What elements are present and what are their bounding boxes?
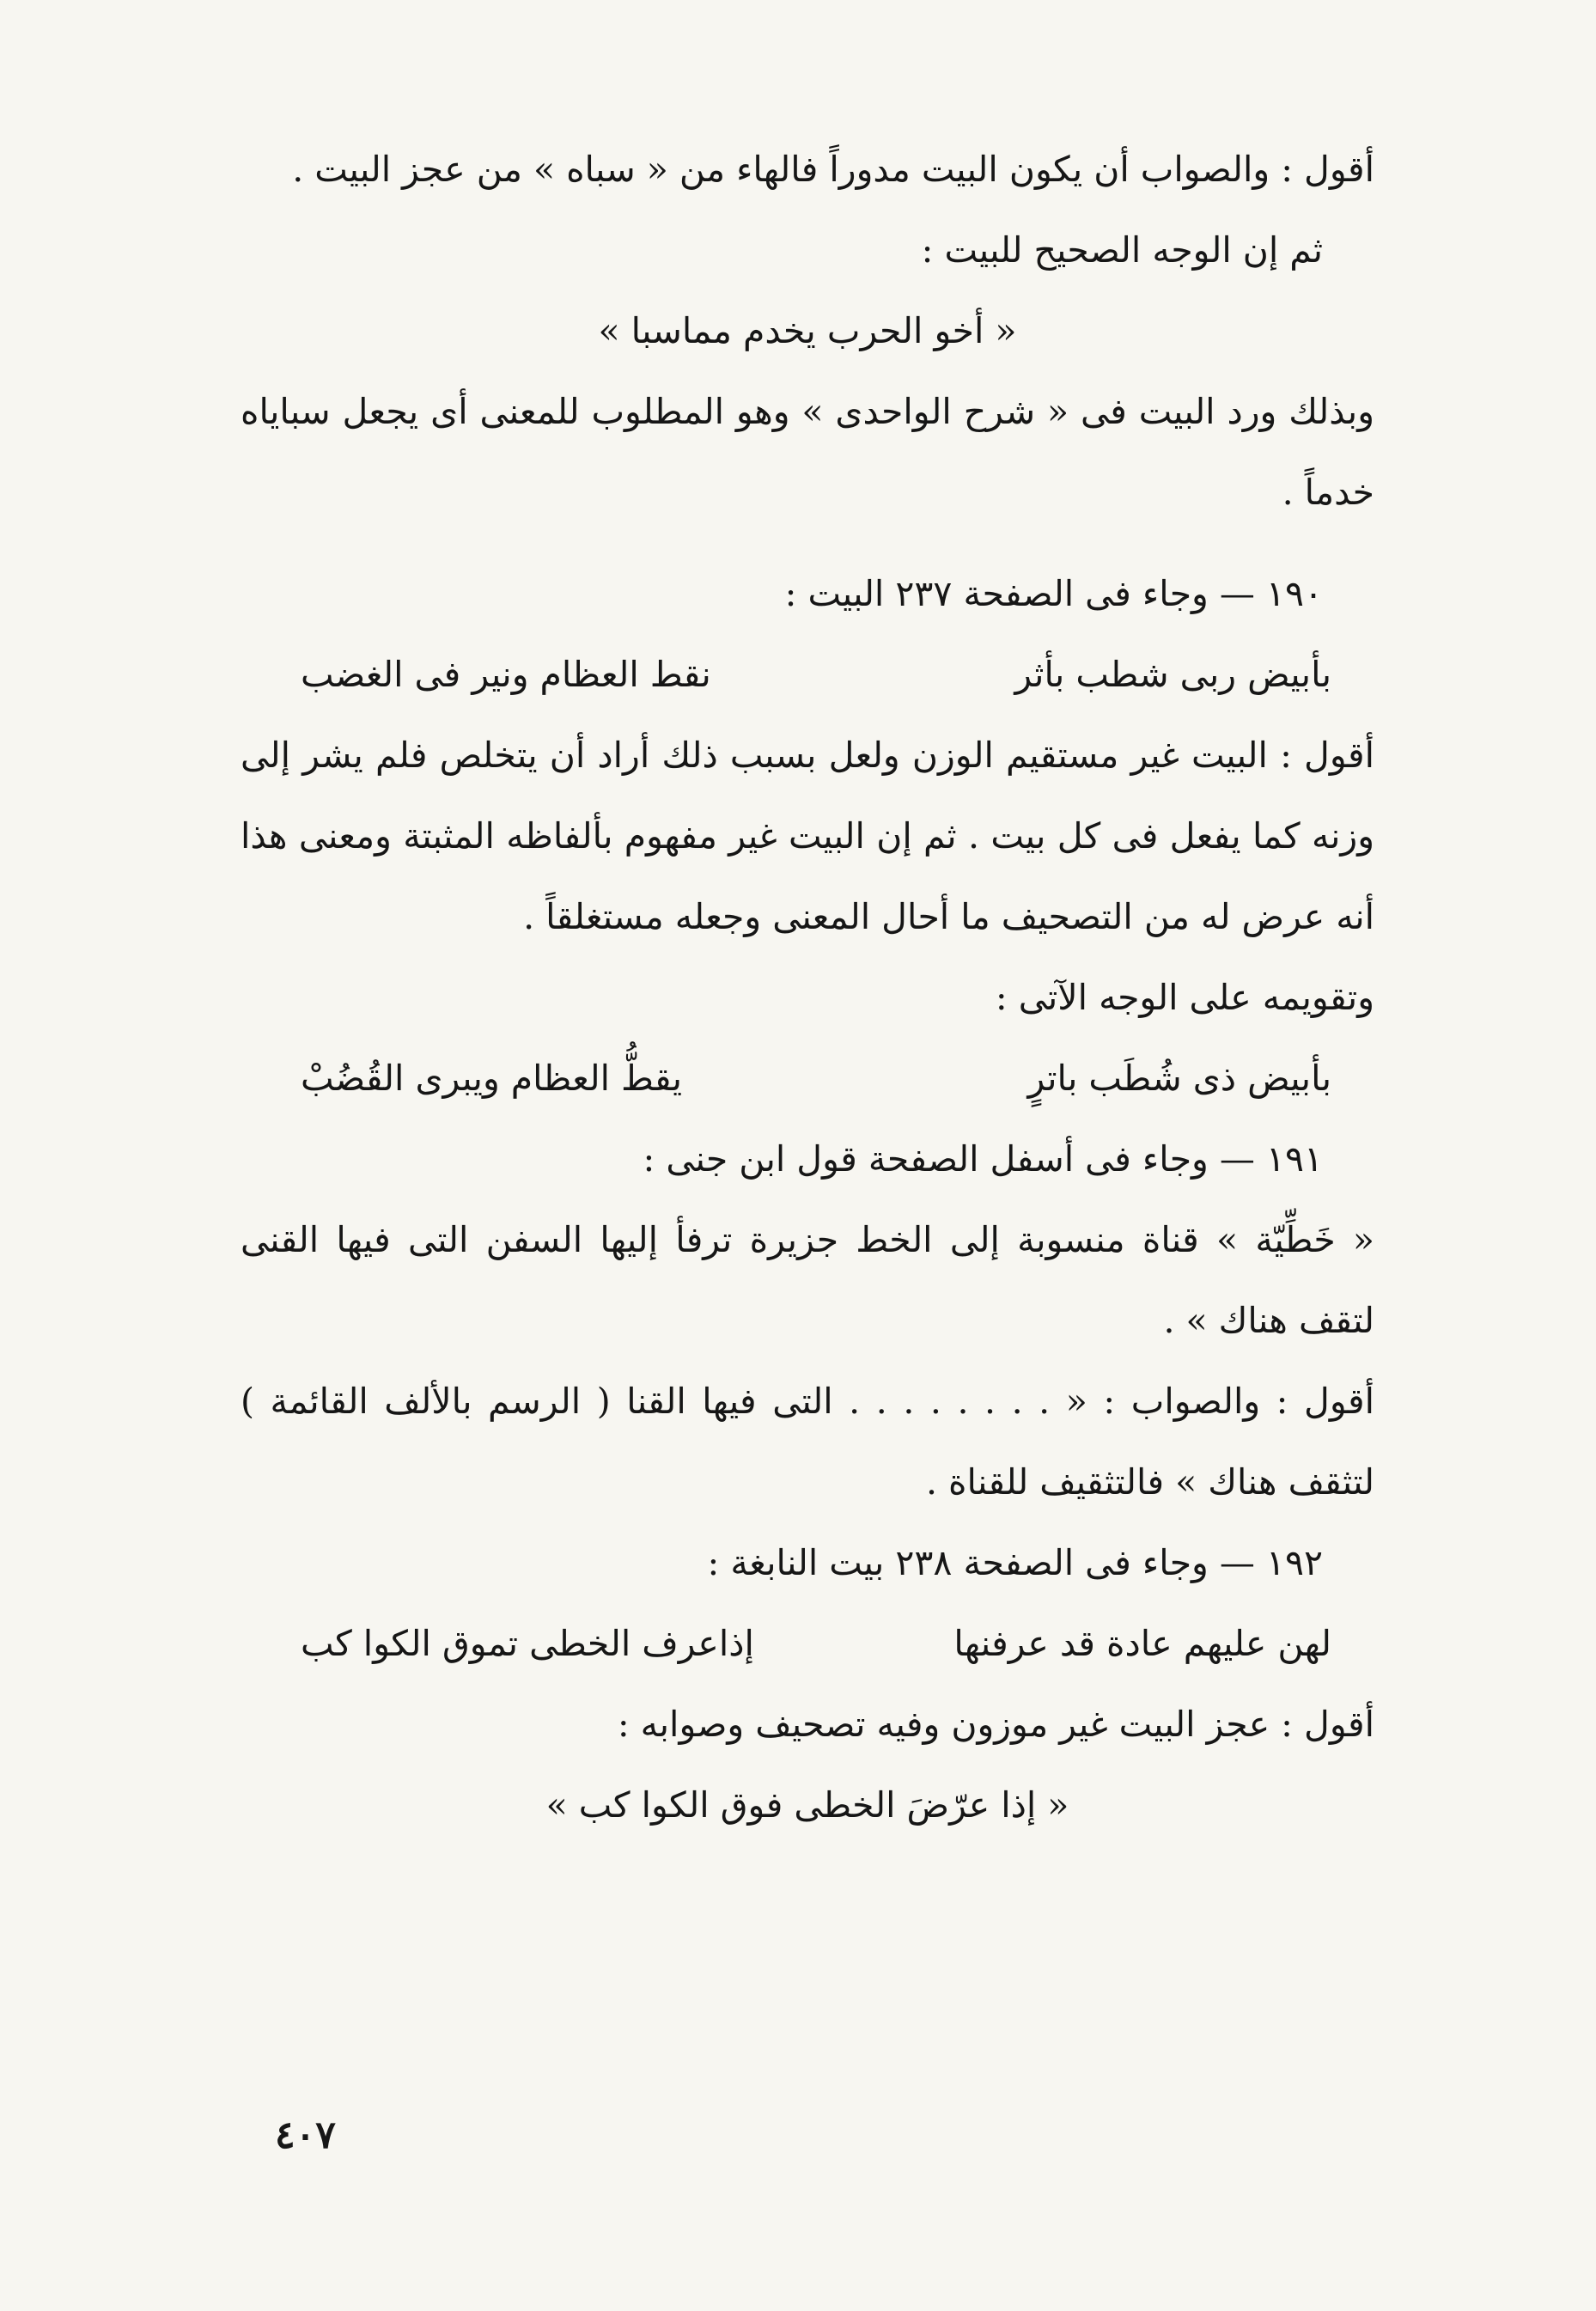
paragraph-4: أقول : البيت غير مستقيم الوزن ولعل بسبب ذلك أراد أن يتخلص فلم يشر إلى وزنه كما يفعل فى كل بيت . ثم إن البيت غير مفهوم بألفاظه المثبتة ومعنى هذا أنه عرض له من التصحيف ما أحال المعنى وجعله مستغلقاً . xyxy=(241,735,1374,937)
item-191-heading: ١٩١ — وجاء فى أسفل الصفحة قول ابن جنى : xyxy=(643,1138,1323,1180)
verse-190-second-hemistich: نقط العظام ونير فى الغضب xyxy=(301,654,711,695)
verse-192 xyxy=(241,1603,1374,1684)
page-body xyxy=(241,129,1374,2208)
verse-190 xyxy=(241,634,1374,715)
paragraph-2: ثم إن الوجه الصحيح للبيت : xyxy=(921,229,1323,271)
quoted-verse-1: « أخو الحرب يخدم مماسبا » xyxy=(598,310,1017,351)
verse-190-corrected xyxy=(241,1038,1374,1119)
paragraph-3: وبذلك ورد البيت فى « شرح الواحدى » وهو المطلوب للمعنى أى يجعل سباياه خدماً . xyxy=(241,391,1374,513)
verse-190-corrected-first: بأبيض ذى شُطَب باترٍ xyxy=(1027,1058,1331,1099)
verse-192-first-hemistich: لهن عليهم عادة قد عرفنها xyxy=(953,1623,1331,1664)
paragraph-1: أقول : والصواب أن يكون البيت مدوراً فالهاء من « سباه » من عجز البيت . xyxy=(292,149,1374,190)
verse-190-corrected-second: يقطُّ العظام ويبرى القُضُبْ xyxy=(301,1058,683,1099)
item-190-heading: ١٩٠ — وجاء فى الصفحة ٢٣٧ البيت : xyxy=(784,573,1323,614)
paragraph-5: وتقويمه على الوجه الآتى : xyxy=(995,977,1374,1018)
paragraph-7: أقول : والصواب : « . . . . . . . . التى فيها القنا ( الرسم بالألف القائمة ) لتثقف هناك » فالتثقيف للقناة . xyxy=(241,1381,1374,1503)
verse-192-second-hemistich: إذاعرف الخطى تموق الكوا كب xyxy=(301,1623,754,1664)
item-192-heading: ١٩٢ — وجاء فى الصفحة ٢٣٨ بيت النابغة : xyxy=(707,1542,1323,1583)
paragraph-6: « خَطِّيّة » قناة منسوبة إلى الخط جزيرة ترفأ إليها السفن التى فيها القنى لتقف هناك » . xyxy=(241,1219,1374,1341)
paragraph-8: أقول : عجز البيت غير موزون وفيه تصحيف وصوابه : xyxy=(617,1704,1374,1745)
quoted-verse-2: « إذا عرّضَ الخطى فوق الكوا كب » xyxy=(545,1784,1069,1826)
page-number: ٤٠٧ xyxy=(275,2113,336,2157)
verse-190-first-hemistich: بأبيض ربى شطب بأثر xyxy=(1014,654,1331,695)
